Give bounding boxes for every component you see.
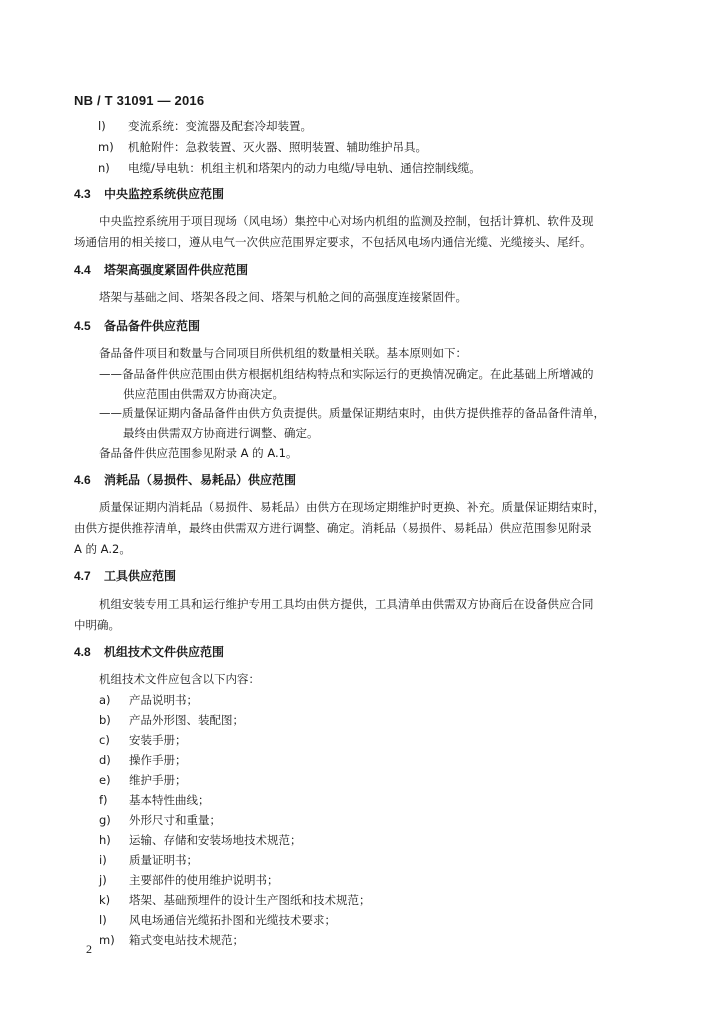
list-text: 电缆/导电轨：机组主机和塔架内的动力电缆/导电轨、通信控制线缆。 bbox=[128, 161, 481, 175]
paragraph-line: 质量保证期内消耗品（易损件、易耗品）由供方在现场定期维护时更换、补充。质量保证期结束时， bbox=[99, 500, 605, 514]
paragraph-line: 场通信用的相关接口，遵从电气一次供应范围界定要求，不包括风电场内通信光缆、光缆接头、尾纤。 bbox=[74, 235, 592, 249]
list-marker: m) bbox=[98, 140, 114, 154]
list-item bbox=[99, 852, 198, 868]
paragraph-line: A 的 A.2。 bbox=[74, 542, 131, 556]
paragraph-line: 备品备件供应范围参见附录 A 的 A.1。 bbox=[99, 446, 298, 460]
list-text: 质量证明书； bbox=[129, 853, 198, 867]
paragraph-line: 由供方提供推荐清单，最终由供需双方进行调整、确定。消耗品（易损件、易耗品）供应范围参见附录 bbox=[74, 521, 592, 535]
list-marker: l) bbox=[98, 119, 106, 133]
list-text: 操作手册； bbox=[129, 753, 187, 767]
list-marker: e) bbox=[99, 773, 111, 787]
list-item bbox=[99, 832, 302, 848]
list-item bbox=[99, 692, 198, 708]
list-marker: b) bbox=[99, 713, 111, 727]
page-number: 2 bbox=[86, 942, 92, 956]
section-title: 塔架高强度紧固件供应范围 bbox=[104, 263, 249, 277]
section-title: 备品备件供应范围 bbox=[104, 319, 201, 333]
paragraph-line: 机组安装专用工具和运行维护专用工具均由供方提供，工具清单由供需双方协商后在设备供应合同 bbox=[99, 597, 594, 611]
list-marker: i) bbox=[99, 853, 107, 867]
section-number: 4.4 bbox=[74, 263, 91, 277]
list-item bbox=[99, 732, 187, 748]
paragraph-line: 中央监控系统用于项目现场（风电场）集控中心对场内机组的监测及控制，包括计算机、软件及现 bbox=[99, 214, 594, 228]
section-number: 4.7 bbox=[74, 569, 91, 583]
list-marker: n) bbox=[98, 161, 110, 175]
list-item bbox=[98, 118, 312, 134]
section-heading-4-8 bbox=[74, 644, 224, 660]
section-title: 机组技术文件供应范围 bbox=[104, 645, 225, 659]
section-heading-4-5 bbox=[74, 318, 200, 334]
list-text: 外形尺寸和重量； bbox=[129, 813, 221, 827]
list-item bbox=[99, 872, 279, 888]
list-marker: k) bbox=[99, 893, 111, 907]
list-text: 风电场通信光缆拓扑图和光缆技术要求； bbox=[129, 913, 336, 927]
section-heading-4-6 bbox=[74, 472, 296, 488]
list-item bbox=[99, 792, 210, 808]
list-item bbox=[99, 772, 187, 788]
section-heading-4-3 bbox=[74, 186, 224, 202]
list-marker: h) bbox=[99, 833, 111, 847]
dash-item-line: ——质量保证期内备品备件由供方负责提供。质量保证期结束时，由供方提供推荐的备品备件清单， bbox=[99, 406, 605, 420]
list-item bbox=[99, 812, 221, 828]
list-item bbox=[99, 912, 336, 928]
section-title: 工具供应范围 bbox=[104, 569, 177, 583]
list-text: 安装手册； bbox=[129, 733, 187, 747]
section-heading-4-7 bbox=[74, 568, 176, 584]
paragraph-line: 塔架与基础之间、塔架各段之间、塔架与机舱之间的高强度连接紧固件。 bbox=[99, 290, 467, 304]
dash-item-line: 供应范围由供需双方协商决定。 bbox=[123, 387, 284, 401]
list-marker: j) bbox=[99, 873, 107, 887]
list-text: 产品说明书； bbox=[129, 693, 198, 707]
paragraph-line: 备品备件项目和数量与合同项目所供机组的数量相关联。基本原则如下： bbox=[99, 346, 467, 360]
section-title: 中央监控系统供应范围 bbox=[104, 187, 225, 201]
dash-item-line: 最终由供需双方协商进行调整、确定。 bbox=[123, 426, 319, 440]
list-marker: a) bbox=[99, 693, 111, 707]
paragraph-line: 中明确。 bbox=[74, 618, 120, 632]
list-text: 变流系统：变流器及配套冷却装置。 bbox=[128, 119, 312, 133]
list-marker: l) bbox=[99, 913, 107, 927]
section-number: 4.3 bbox=[74, 187, 91, 201]
list-item bbox=[98, 160, 481, 176]
section-number: 4.8 bbox=[74, 645, 91, 659]
list-item bbox=[99, 892, 371, 908]
standard-code-header: NB / T 31091 — 2016 bbox=[74, 93, 205, 108]
section-number: 4.5 bbox=[74, 319, 91, 333]
list-item bbox=[99, 932, 244, 948]
paragraph-line: 机组技术文件应包含以下内容： bbox=[99, 672, 260, 686]
list-marker: f) bbox=[99, 793, 108, 807]
list-item bbox=[98, 139, 427, 155]
list-text: 产品外形图、装配图； bbox=[129, 713, 244, 727]
list-marker: d) bbox=[99, 753, 111, 767]
list-text: 运输、存储和安装场地技术规范； bbox=[129, 833, 302, 847]
list-marker: g) bbox=[99, 813, 111, 827]
list-item bbox=[99, 752, 187, 768]
section-title: 消耗品（易损件、易耗品）供应范围 bbox=[104, 473, 297, 487]
list-marker: c) bbox=[99, 733, 110, 747]
list-marker: m) bbox=[99, 933, 115, 947]
list-text: 主要部件的使用维护说明书； bbox=[129, 873, 279, 887]
section-number: 4.6 bbox=[74, 473, 91, 487]
list-text: 塔架、基础预埋件的设计生产图纸和技术规范； bbox=[129, 893, 371, 907]
section-heading-4-4 bbox=[74, 262, 248, 278]
list-text: 基本特性曲线； bbox=[129, 793, 210, 807]
list-text: 维护手册； bbox=[129, 773, 187, 787]
list-text: 箱式变电站技术规范； bbox=[129, 933, 244, 947]
list-text: 机舱附件：急救装置、灭火器、照明装置、辅助维护吊具。 bbox=[128, 140, 427, 154]
list-item bbox=[99, 712, 244, 728]
dash-item-line: ——备品备件供应范围由供方根据机组结构特点和实际运行的更换情况确定。在此基础上所增减的 bbox=[99, 367, 594, 381]
